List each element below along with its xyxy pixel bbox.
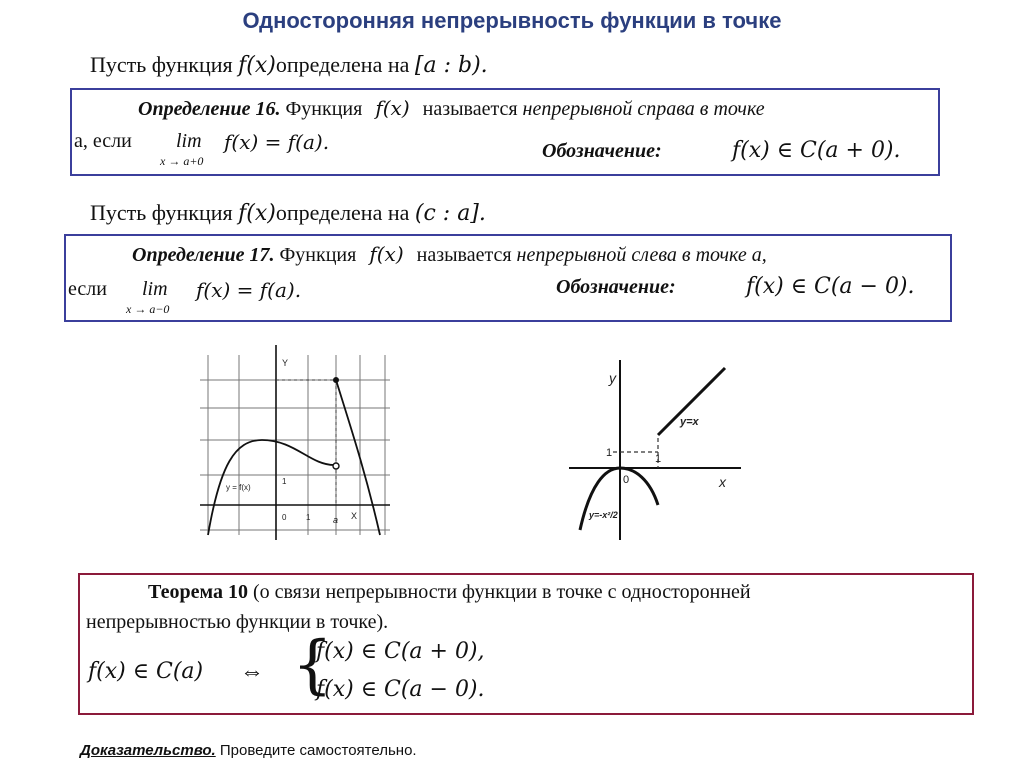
def17-fx: f(x) xyxy=(369,242,404,266)
graph2-y-label: y xyxy=(609,370,616,386)
def17-term: непрерывной слева в точке a, xyxy=(516,244,767,266)
def16-lim-sub: x → a+0 xyxy=(160,154,204,168)
def16-text2: называется xyxy=(422,98,518,120)
graph1-one-x: 1 xyxy=(306,513,311,522)
graph2-x-label: x xyxy=(719,474,726,490)
theorem-lhs: f(x) ∈ C(a) xyxy=(88,659,204,684)
definition16-box xyxy=(70,88,940,176)
def16-lim: lim xyxy=(176,130,202,152)
graph1-x-label: X xyxy=(351,511,358,521)
line2-fx: f(x) xyxy=(238,201,276,226)
def16-notation-label: Обозначение: xyxy=(542,140,662,162)
graph1-origin: 0 xyxy=(282,513,287,522)
def17-text2: называется xyxy=(416,244,512,266)
def16-term: непрерывной справа в точке xyxy=(522,98,765,120)
line1-defined: определена на xyxy=(275,52,410,77)
graph2-line-label: y=x xyxy=(680,416,699,428)
graph1-a: a xyxy=(333,515,339,525)
graph1-func-label: y = f(x) xyxy=(226,483,251,492)
line2-interval: (c : a]. xyxy=(414,201,486,226)
def17-text1: Функция xyxy=(279,244,357,266)
line1-text: Пусть функция xyxy=(90,52,233,77)
theorem-text1: (о связи непрерывности функции в точке с односторонней xyxy=(252,581,751,603)
theorem-line1 xyxy=(148,581,751,604)
line1-fx: f(x) xyxy=(238,53,276,78)
def17-lim: lim xyxy=(142,278,168,300)
line2 xyxy=(90,200,486,226)
line1 xyxy=(90,52,488,78)
def16-lim-expr: f(x) = f(a). xyxy=(224,130,330,154)
theorem-heading: Теорема 10 xyxy=(148,581,248,603)
graph1-filled-point xyxy=(333,377,339,383)
def17-line1 xyxy=(132,242,767,267)
theorem-rhs1: f(x) ∈ C(a + 0), xyxy=(316,639,485,664)
graph2-one-label: 1 xyxy=(606,447,613,459)
proof-label: Доказательство. xyxy=(80,742,216,759)
def17-notation-label: Обозначение: xyxy=(556,276,676,298)
page-title: Односторонняя непрерывность функции в точке xyxy=(242,8,782,33)
theorem-brace: { xyxy=(292,628,333,702)
def16-text1: Функция xyxy=(285,98,363,120)
theorem-box xyxy=(78,573,974,715)
line2-defined: определена на xyxy=(275,200,410,225)
theorem-rhs2: f(x) ∈ C(a − 0). xyxy=(316,677,485,702)
def16-notation: f(x) ∈ C(a + 0). xyxy=(732,138,901,163)
def16-line1 xyxy=(138,96,765,121)
def17-lim-expr: f(x) = f(a). xyxy=(196,278,302,302)
proof-line xyxy=(80,742,417,759)
graph1-grid xyxy=(200,355,390,535)
graph-right-continuity xyxy=(200,345,390,540)
def16-heading: Определение 16. xyxy=(138,98,281,120)
def16-fx: f(x) xyxy=(375,96,410,120)
line1-interval: [a : b). xyxy=(414,53,488,78)
graph2-one-x: 1 xyxy=(655,453,662,465)
theorem-equiv: ⇔ xyxy=(240,659,264,685)
graph1-right-branch xyxy=(336,380,380,535)
graph2-origin: 0 xyxy=(623,474,630,486)
graph1-y-label: Y xyxy=(282,358,289,368)
theorem-text2: непрерывностью функции в точке). xyxy=(86,611,389,633)
graph1-open-point xyxy=(333,463,339,469)
def17-lim-sub: x → a−0 xyxy=(126,302,170,316)
definition17-box xyxy=(64,234,952,322)
def17-text3: если xyxy=(68,278,107,300)
graph2-parab-label: y=-x²/2 xyxy=(589,510,618,520)
def16-text3: a, если xyxy=(74,130,132,152)
line2-text: Пусть функция xyxy=(90,200,233,225)
graph1-one-y: 1 xyxy=(282,477,287,486)
def17-notation: f(x) ∈ C(a − 0). xyxy=(746,274,915,299)
def17-heading: Определение 17. xyxy=(132,244,275,266)
graph-left-continuity xyxy=(565,355,745,545)
proof-text: Проведите самостоятельно. xyxy=(215,742,417,759)
